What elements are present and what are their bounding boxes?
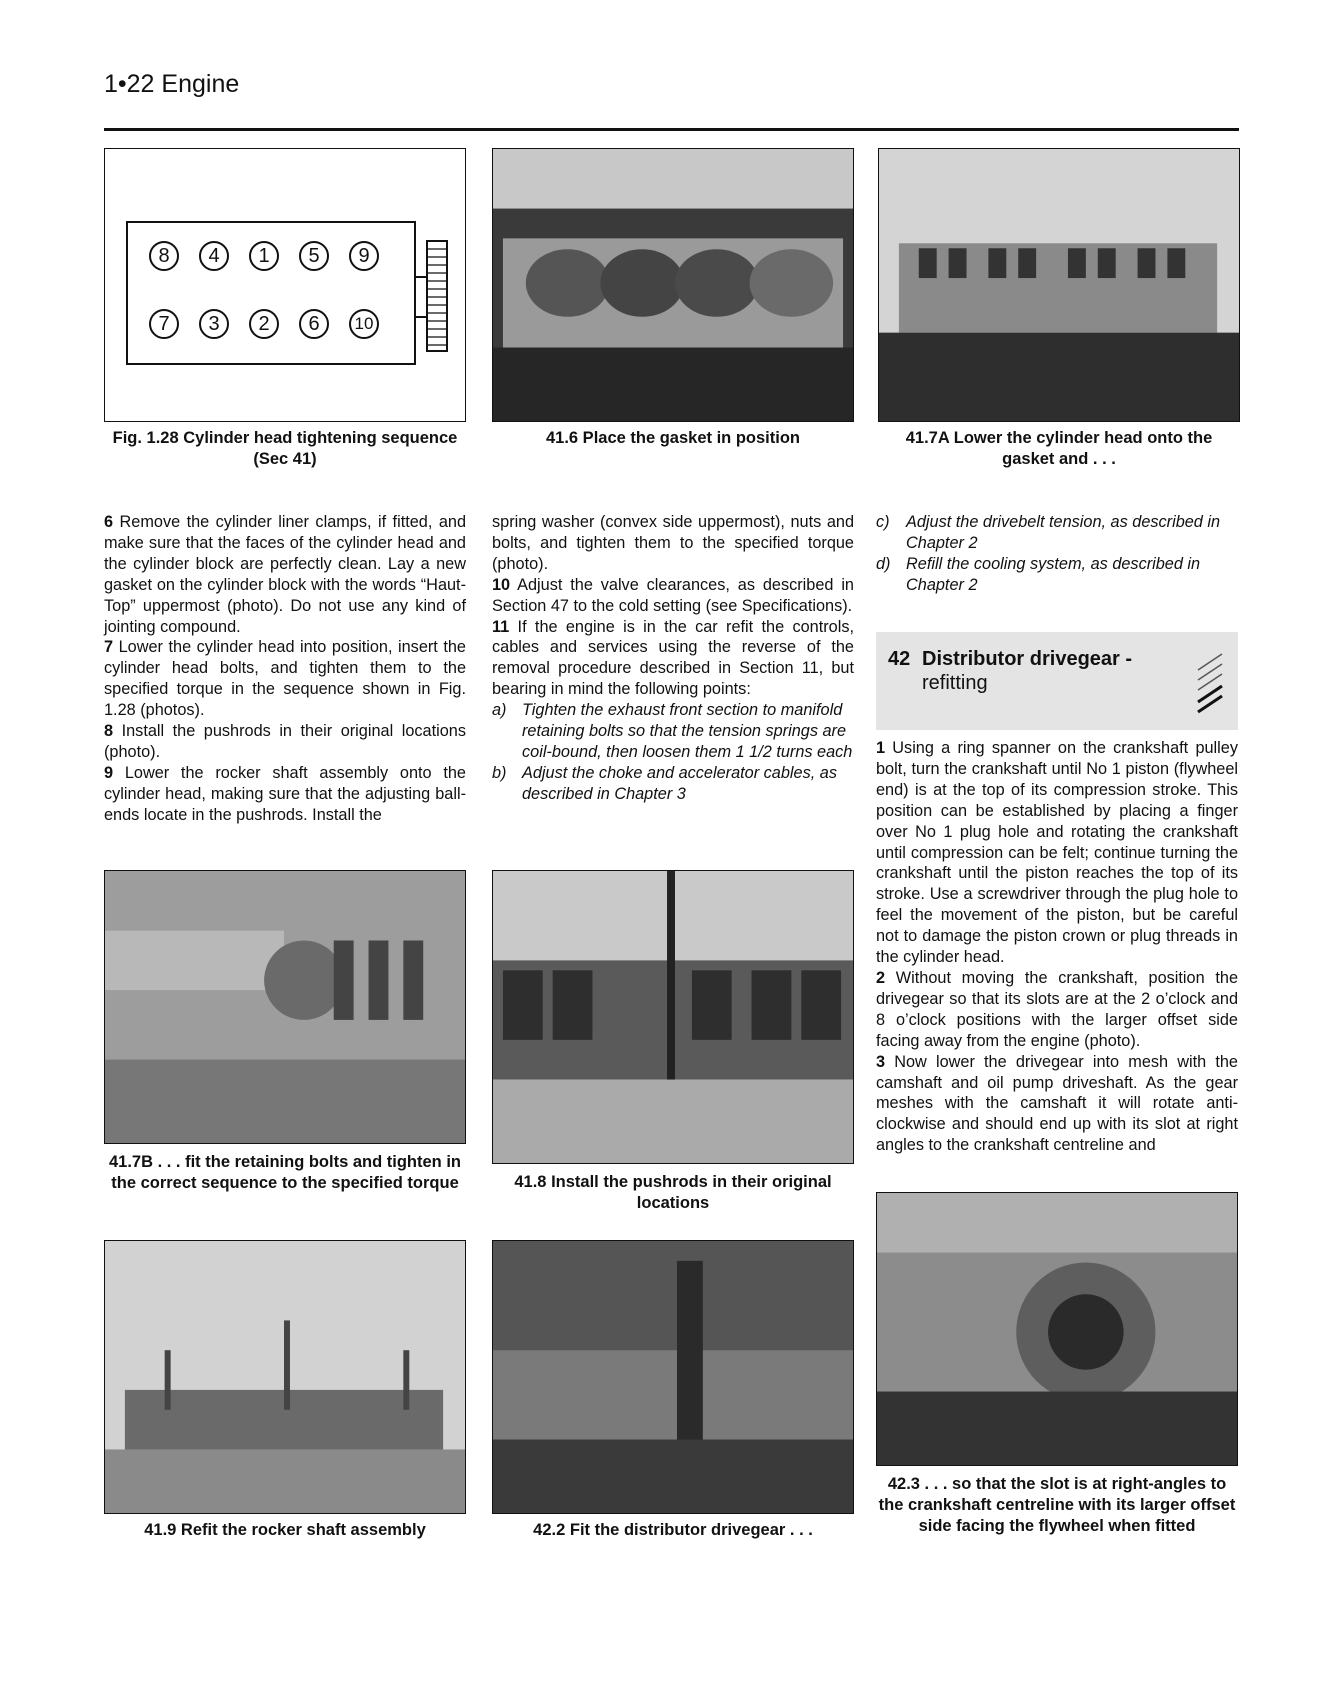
page-number: 1•22	[104, 70, 155, 98]
photo-torque-wrench	[104, 870, 466, 1144]
list-item: d) Refill the cooling system, as described in Chapter 2	[876, 554, 1201, 594]
photo-distributor-drivegear	[492, 1240, 854, 1514]
list-item: b) Adjust the choke and accelerator cables, as described in Chapter 3	[492, 763, 837, 803]
photo-drivegear-slot	[876, 1192, 1238, 1466]
photo-rocker-shaft	[104, 1240, 466, 1514]
paragraph-42-2: 2 Without moving the crankshaft, position the drivegear so that its slots are at the 2 o’clock and 8 o’clock positions with the larger offset side facing away from the engine (photo).	[876, 968, 1238, 1050]
text-column-2	[492, 512, 854, 805]
paragraph-9-continued: spring washer (convex side uppermost), nuts and bolts, and tighten them to the specified torque (photo).	[492, 513, 854, 573]
bolt-number: 6	[299, 309, 329, 339]
photo-caption-41-7b: 41.7B . . . fit the retaining bolts and tighten in the correct sequence to the specified torque	[108, 1153, 462, 1192]
cylinder-head-outline	[105, 149, 467, 423]
bolt-number: 9	[349, 241, 379, 271]
paragraph-9: 9 Lower the rocker shaft assembly onto the cylinder head, making sure that the adjusting ball-ends locate in the pushrods. Install the	[104, 763, 466, 824]
paragraph-8: 8 Install the pushrods in their original locations (photo).	[104, 722, 466, 761]
paragraph-10: 10 Adjust the valve clearances, as described in Section 47 to the cold setting (see Specifications).	[492, 575, 854, 615]
paragraph-11: 11 If the engine is in the car refit the controls, cables and services using the reverse of the removal procedure described in Section 11, but bearing in mind the following points:	[492, 617, 854, 699]
bolt-number: 1	[249, 241, 279, 271]
photo-caption-41-8: 41.8 Install the pushrods in their original locations	[514, 1173, 832, 1212]
photo-caption-42-3: 42.3 . . . so that the slot is at right-angles to the crankshaft centreline with its larger offset side facing the flywheel when fitted	[878, 1475, 1236, 1535]
page-header	[104, 70, 239, 99]
bolt-number: 2	[249, 309, 279, 339]
page-section-title: Engine	[161, 70, 240, 98]
photo-caption-42-2: 42.2 Fit the distributor drivegear . . .	[533, 1521, 813, 1539]
section-heading-42	[876, 632, 1238, 730]
figure-caption: Fig. 1.28 Cylinder head tightening sequence (Sec 41)	[112, 429, 458, 468]
photo-caption-41-7a: 41.7A Lower the cylinder head onto the gasket and . . .	[905, 429, 1213, 468]
photo-gasket	[492, 148, 854, 422]
bolt-number: 4	[199, 241, 229, 271]
list-item: a) Tighten the exhaust front section to manifold retaining bolts so that the tension springs are coil-bound, then loosen them 1 1/2 turns each	[492, 701, 853, 761]
photo-caption-41-6: 41.6 Place the gasket in position	[545, 429, 800, 447]
bolt-number: 5	[299, 241, 329, 271]
bolt-number: 10	[349, 309, 379, 339]
text-column-3-top	[876, 512, 1238, 596]
text-column-3	[876, 738, 1238, 1156]
header-rule	[104, 128, 1239, 131]
section-title: Distributor drivegear -	[922, 648, 1133, 670]
paragraph-6: 6 Remove the cylinder liner clamps, if fitted, and make sure that the faces of the cylinder head and the cylinder block are perfectly clean. Lay a new gasket on the cylinder block with the words “Haut-Top” uppermost (photo). Do not use any kind of jointing compound.	[104, 513, 466, 636]
list-item: c) Adjust the drivebelt tension, as described in Chapter 2	[876, 513, 1221, 552]
section-subtitle: refitting	[922, 672, 988, 694]
photo-cylinder-head-lower	[878, 148, 1240, 422]
bolt-number: 8	[149, 241, 179, 271]
paragraph-42-1: 1 Using a ring spanner on the crankshaft pulley bolt, turn the crankshaft until No 1 piston (flywheel end) is at the top of its compression stroke. This position can be established by placing a finger over No 1 plug hole and rotating the crankshaft until compression can be felt; continue turning the crankshaft until the piston reaches the top of its stroke. Use a screwdriver through the plug hole to feel the movement of the piston, but be careful not to damage the piston crown or plug threads in the cylinder head.	[876, 739, 1238, 967]
tightening-sequence-diagram	[104, 148, 466, 422]
difficulty-spanner-icon	[1192, 642, 1228, 722]
bolt-number: 7	[149, 309, 179, 339]
section-number: 42	[888, 648, 911, 670]
photo-pushrods	[492, 870, 854, 1164]
paragraph-7: 7 Lower the cylinder head into position, insert the cylinder head bolts, and tighten them to the specified torque in the sequence shown in Fig. 1.28 (photos).	[104, 638, 466, 720]
paragraph-42-3: 3 Now lower the drivegear into mesh with the camshaft and oil pump driveshaft. As the gear meshes with the camshaft it will rotate anti-clockwise and should end up with its slot at right angles to the crankshaft centreline and	[876, 1052, 1238, 1155]
bolt-number: 3	[199, 309, 229, 339]
text-column-1	[104, 512, 466, 826]
photo-caption-41-9: 41.9 Refit the rocker shaft assembly	[144, 1521, 426, 1539]
